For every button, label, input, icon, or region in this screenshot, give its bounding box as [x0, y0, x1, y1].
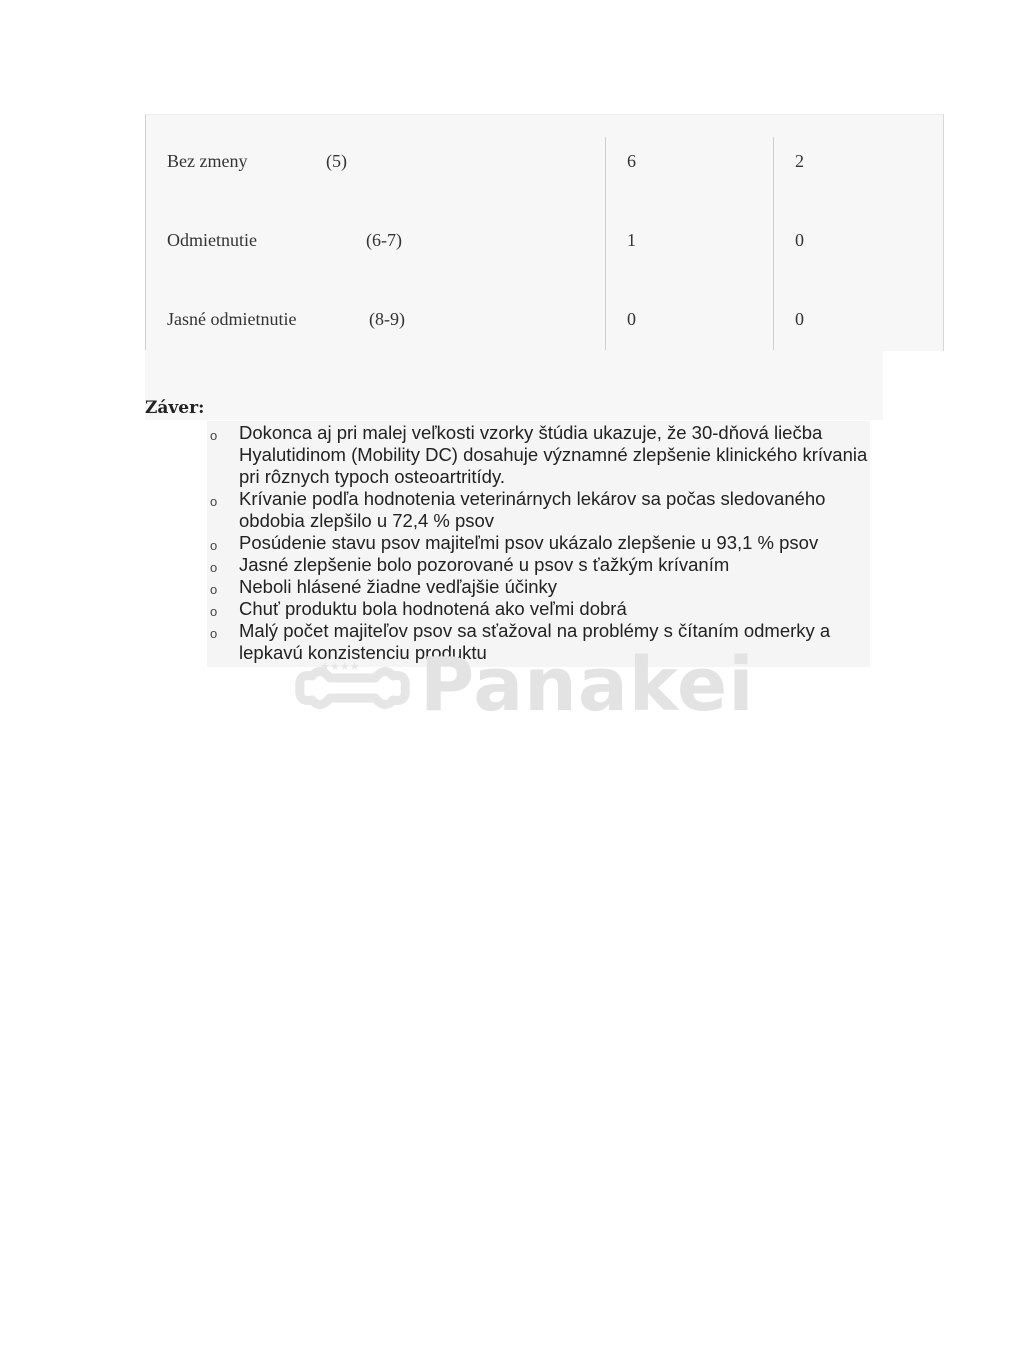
- bullet-circle-icon: o: [210, 494, 218, 509]
- row-value-col2: 2: [795, 151, 804, 171]
- conclusion-heading: Záver:: [145, 398, 205, 418]
- list-item: [207, 576, 870, 598]
- row-value-col1: 1: [627, 230, 636, 250]
- row-label: Jasné odmietnutie: [167, 309, 297, 329]
- list-item-text: Malý počet majiteľov psov sa sťažoval na problémy s čítaním odmerky a lepkavú konzistenciu produktu: [239, 620, 831, 663]
- svg-text:★★★★: ★★★★: [320, 660, 360, 673]
- table-column-divider: [773, 137, 774, 351]
- row-range: (8-9): [369, 309, 405, 329]
- bullet-circle-icon: o: [210, 428, 218, 443]
- panakei-watermark: [280, 642, 770, 728]
- row-label: Odmietnutie: [167, 230, 257, 250]
- list-item: [207, 598, 870, 620]
- row-label: Bez zmeny: [167, 151, 248, 171]
- bullet-circle-icon: o: [210, 582, 218, 597]
- bone-logo-icon: [280, 648, 415, 723]
- list-item-text: Jasné zlepšenie bolo pozorované u psov s ťažkým krívaním: [239, 554, 730, 575]
- bullet-circle-icon: o: [210, 560, 218, 575]
- list-item: [207, 422, 870, 488]
- table-column-divider: [605, 137, 606, 351]
- bullet-circle-icon: o: [210, 538, 218, 553]
- results-table: [145, 114, 944, 351]
- watermark-text: Panakei: [420, 642, 755, 728]
- list-item-text: Chuť produktu bola hodnotená ako veľmi dobrá: [239, 598, 627, 619]
- list-item: [207, 532, 870, 554]
- list-item-text: Krívanie podľa hodnotenia veterinárnych lekárov sa počas sledovaného obdobia zlepšilo u 72,4 % psov: [239, 488, 826, 531]
- conclusion-list: [207, 422, 870, 664]
- list-item-text: Neboli hlásené žiadne vedľajšie účinky: [239, 576, 558, 597]
- row-range: (6-7): [366, 230, 402, 250]
- list-item: [207, 554, 870, 576]
- list-item: [207, 488, 870, 532]
- bullet-circle-icon: o: [210, 626, 218, 641]
- row-value-col1: 0: [627, 309, 636, 329]
- row-value-col1: 6: [627, 151, 636, 171]
- bullet-circle-icon: o: [210, 604, 218, 619]
- row-range: (5): [326, 151, 347, 171]
- list-item-text: Dokonca aj pri malej veľkosti vzorky štúdia ukazuje, že 30-dňová liečba Hyalutidinom (Mobility DC) dosahuje významné zlepšenie klinického krívania pri rôznych typoch osteoartritídy.: [239, 422, 868, 487]
- row-value-col2: 0: [795, 309, 804, 329]
- row-value-col2: 0: [795, 230, 804, 250]
- table-footer-shade: [145, 350, 883, 420]
- list-item-text: Posúdenie stavu psov majiteľmi psov ukázalo zlepšenie u 93,1 % psov: [239, 532, 819, 553]
